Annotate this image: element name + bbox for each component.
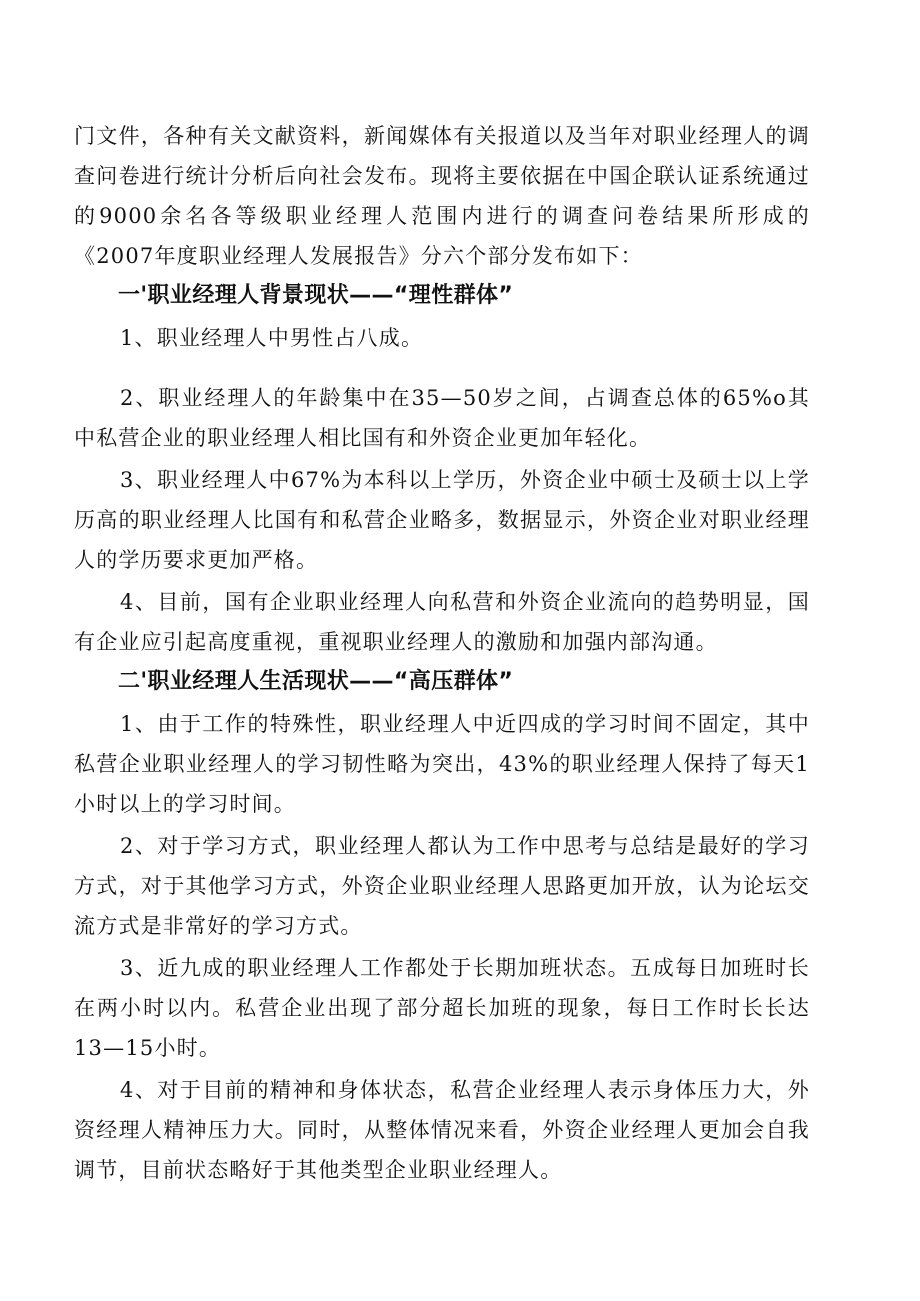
intro-paragraph: 门文件，各种有关文献资料，新闻媒体有关报道以及当年对职业经理人的调查问卷进行统计分析后向社会发布。现将主要依据在中国企联认证系统通过的9000余名各等级职业经理人范围内进行的调查问卷结果所形成的《2007年度职业经理人发展报告》分六个部分发布如下： [74,124,810,268]
section-1-item-2: 2、职业经理人的年龄集中在35—50岁之间，占调查总体的65%o其中私营企业的职业经理人相比国有和外资企业更加年轻化。 [74,386,810,450]
section-2-heading: 二'职业经理人生活现状——“高压群体” [118,669,514,694]
section-2-item-4: 4、对于目前的精神和身体状态，私营企业经理人表示身体压力大，外资经理人精神压力大。同时，从整体情况来看，外资企业经理人更加会自我调节，目前状态略好于其他类型企业职业经理人。 [74,1078,810,1182]
section-2-item-2: 2、对于学习方式，职业经理人都认为工作中思考与总结是最好的学习方式，对于其他学习方式，外资企业职业经理人思路更加开放，认为论坛交流方式是非常好的学习方式。 [74,834,810,938]
section-1-item-1: 1、职业经理人中男性占八成。 [120,326,424,350]
section-2-item-3: 3、近九成的职业经理人工作都处于长期加班状态。五成每日加班时长在两小时以内。私营企业出现了部分超长加班的现象，每日工作时长长达13—15小时。 [74,956,810,1060]
section-1-heading: 一'职业经理人背景现状——“理性群体” [118,283,514,308]
section-1-item-3: 3、职业经理人中67%为本科以上学历，外资企业中硕士及硕士以上学历高的职业经理人比国有和私营企业略多，数据显示，外资企业对职业经理人的学历要求更加严格。 [74,468,810,572]
section-1-item-4: 4、目前，国有企业职业经理人向私营和外资企业流向的趋势明显，国有企业应引起高度重视，重视职业经理人的激励和加强内部沟通。 [74,590,810,654]
section-2-item-1: 1、由于工作的特殊性，职业经理人中近四成的学习时间不固定，其中私营企业职业经理人的学习韧性略为突出，43%的职业经理人保持了每天1小时以上的学习时间。 [74,712,810,816]
